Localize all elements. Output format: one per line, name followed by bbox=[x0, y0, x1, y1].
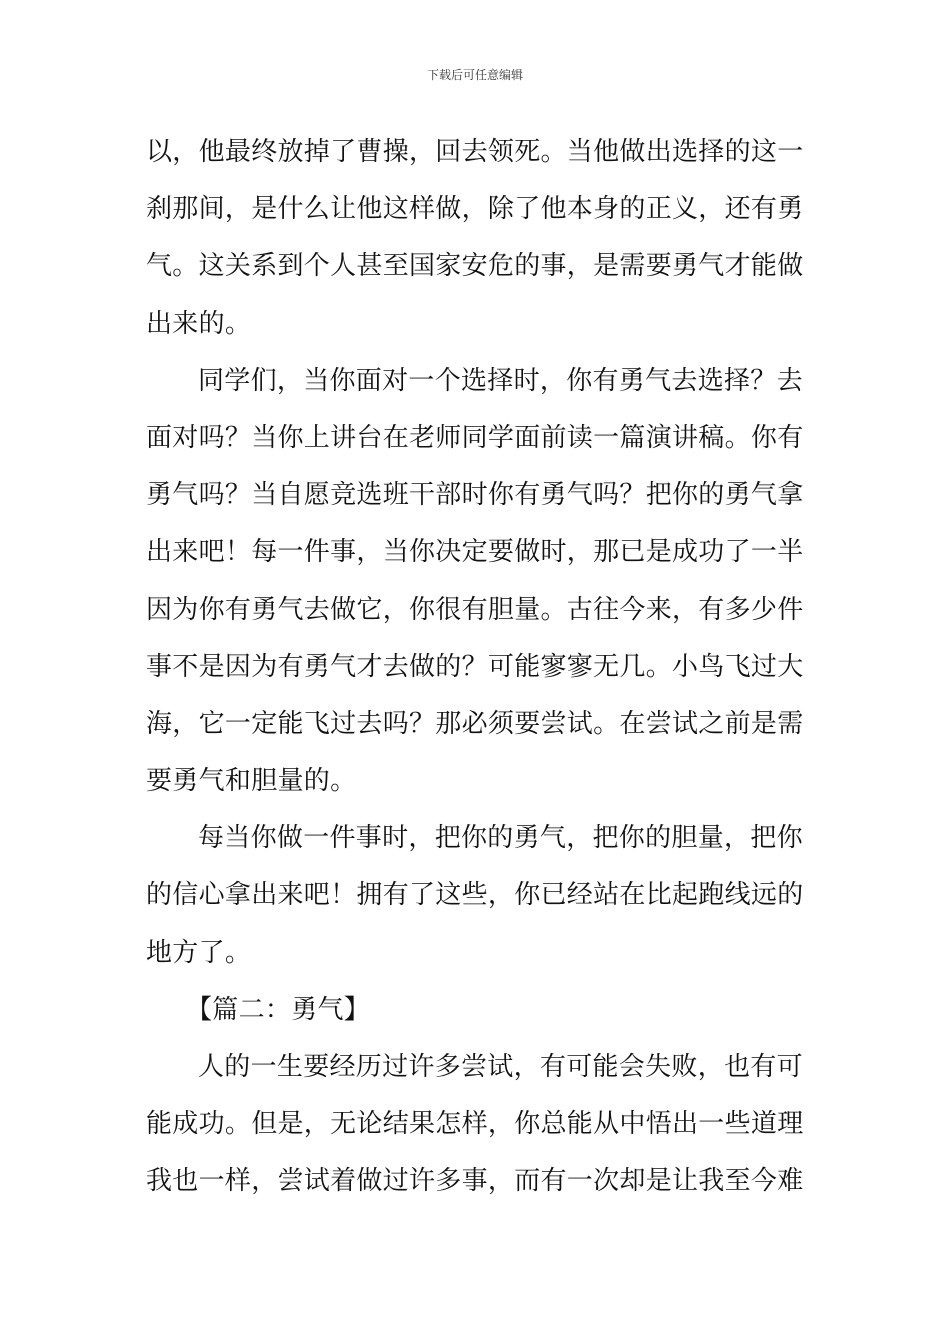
text-line: 气。这关系到个人甚至国家安危的事，是需要勇气才能做 bbox=[146, 251, 804, 282]
paragraph-start-line: 人的一生要经历过许多尝试，有可能会失败，也有可 bbox=[198, 1052, 803, 1082]
text-line: 地方了。 bbox=[146, 937, 252, 968]
text-line: 出来的。 bbox=[146, 308, 252, 339]
text-line: 的信心拿出来吧！拥有了这些，你已经站在比起跑线远的 bbox=[146, 880, 804, 911]
text-line: 出来吧！每一件事，当你决定要做时，那已是成功了一半 bbox=[146, 537, 804, 568]
text-line: 勇气吗？当自愿竞选班干部时你有勇气吗？把你的勇气拿 bbox=[146, 480, 804, 511]
section-heading: 【篇二：勇气】 bbox=[186, 994, 371, 1025]
text-line: 能成功。但是，无论结果怎样，你总能从中悟出一些道理 bbox=[146, 1109, 804, 1140]
text-line: 要勇气和胆量的。 bbox=[146, 766, 357, 797]
text-line: 因为你有勇气去做它，你很有胆量。古往今来，有多少件 bbox=[146, 594, 804, 625]
text-line: 面对吗？当你上讲台在老师同学面前读一篇演讲稿。你有 bbox=[146, 422, 804, 453]
paragraph-start-line: 每当你做一件事时，把你的勇气，把你的胆量，把你 bbox=[198, 823, 803, 854]
page-header: 下载后可任意编辑 bbox=[426, 68, 523, 82]
document-body bbox=[146, 124, 808, 1211]
paragraph-start-line: 同学们，当你面对一个选择时，你有勇气去选择？去 bbox=[198, 365, 803, 396]
text-line: 事不是因为有勇气才去做的？可能寥寥无几。小鸟飞过大 bbox=[146, 651, 804, 682]
text-line: 以，他最终放掉了曹操，回去领死。当他做出选择的这一 bbox=[146, 137, 804, 167]
text-line: 海，它一定能飞过去吗？那必须要尝试。在尝试之前是需 bbox=[146, 708, 804, 739]
text-line: 我也一样，尝试着做过许多事，而有一次却是让我至今难 bbox=[146, 1166, 804, 1197]
text-line: 刹那间，是什么让他这样做，除了他本身的正义，还有勇 bbox=[146, 194, 804, 225]
